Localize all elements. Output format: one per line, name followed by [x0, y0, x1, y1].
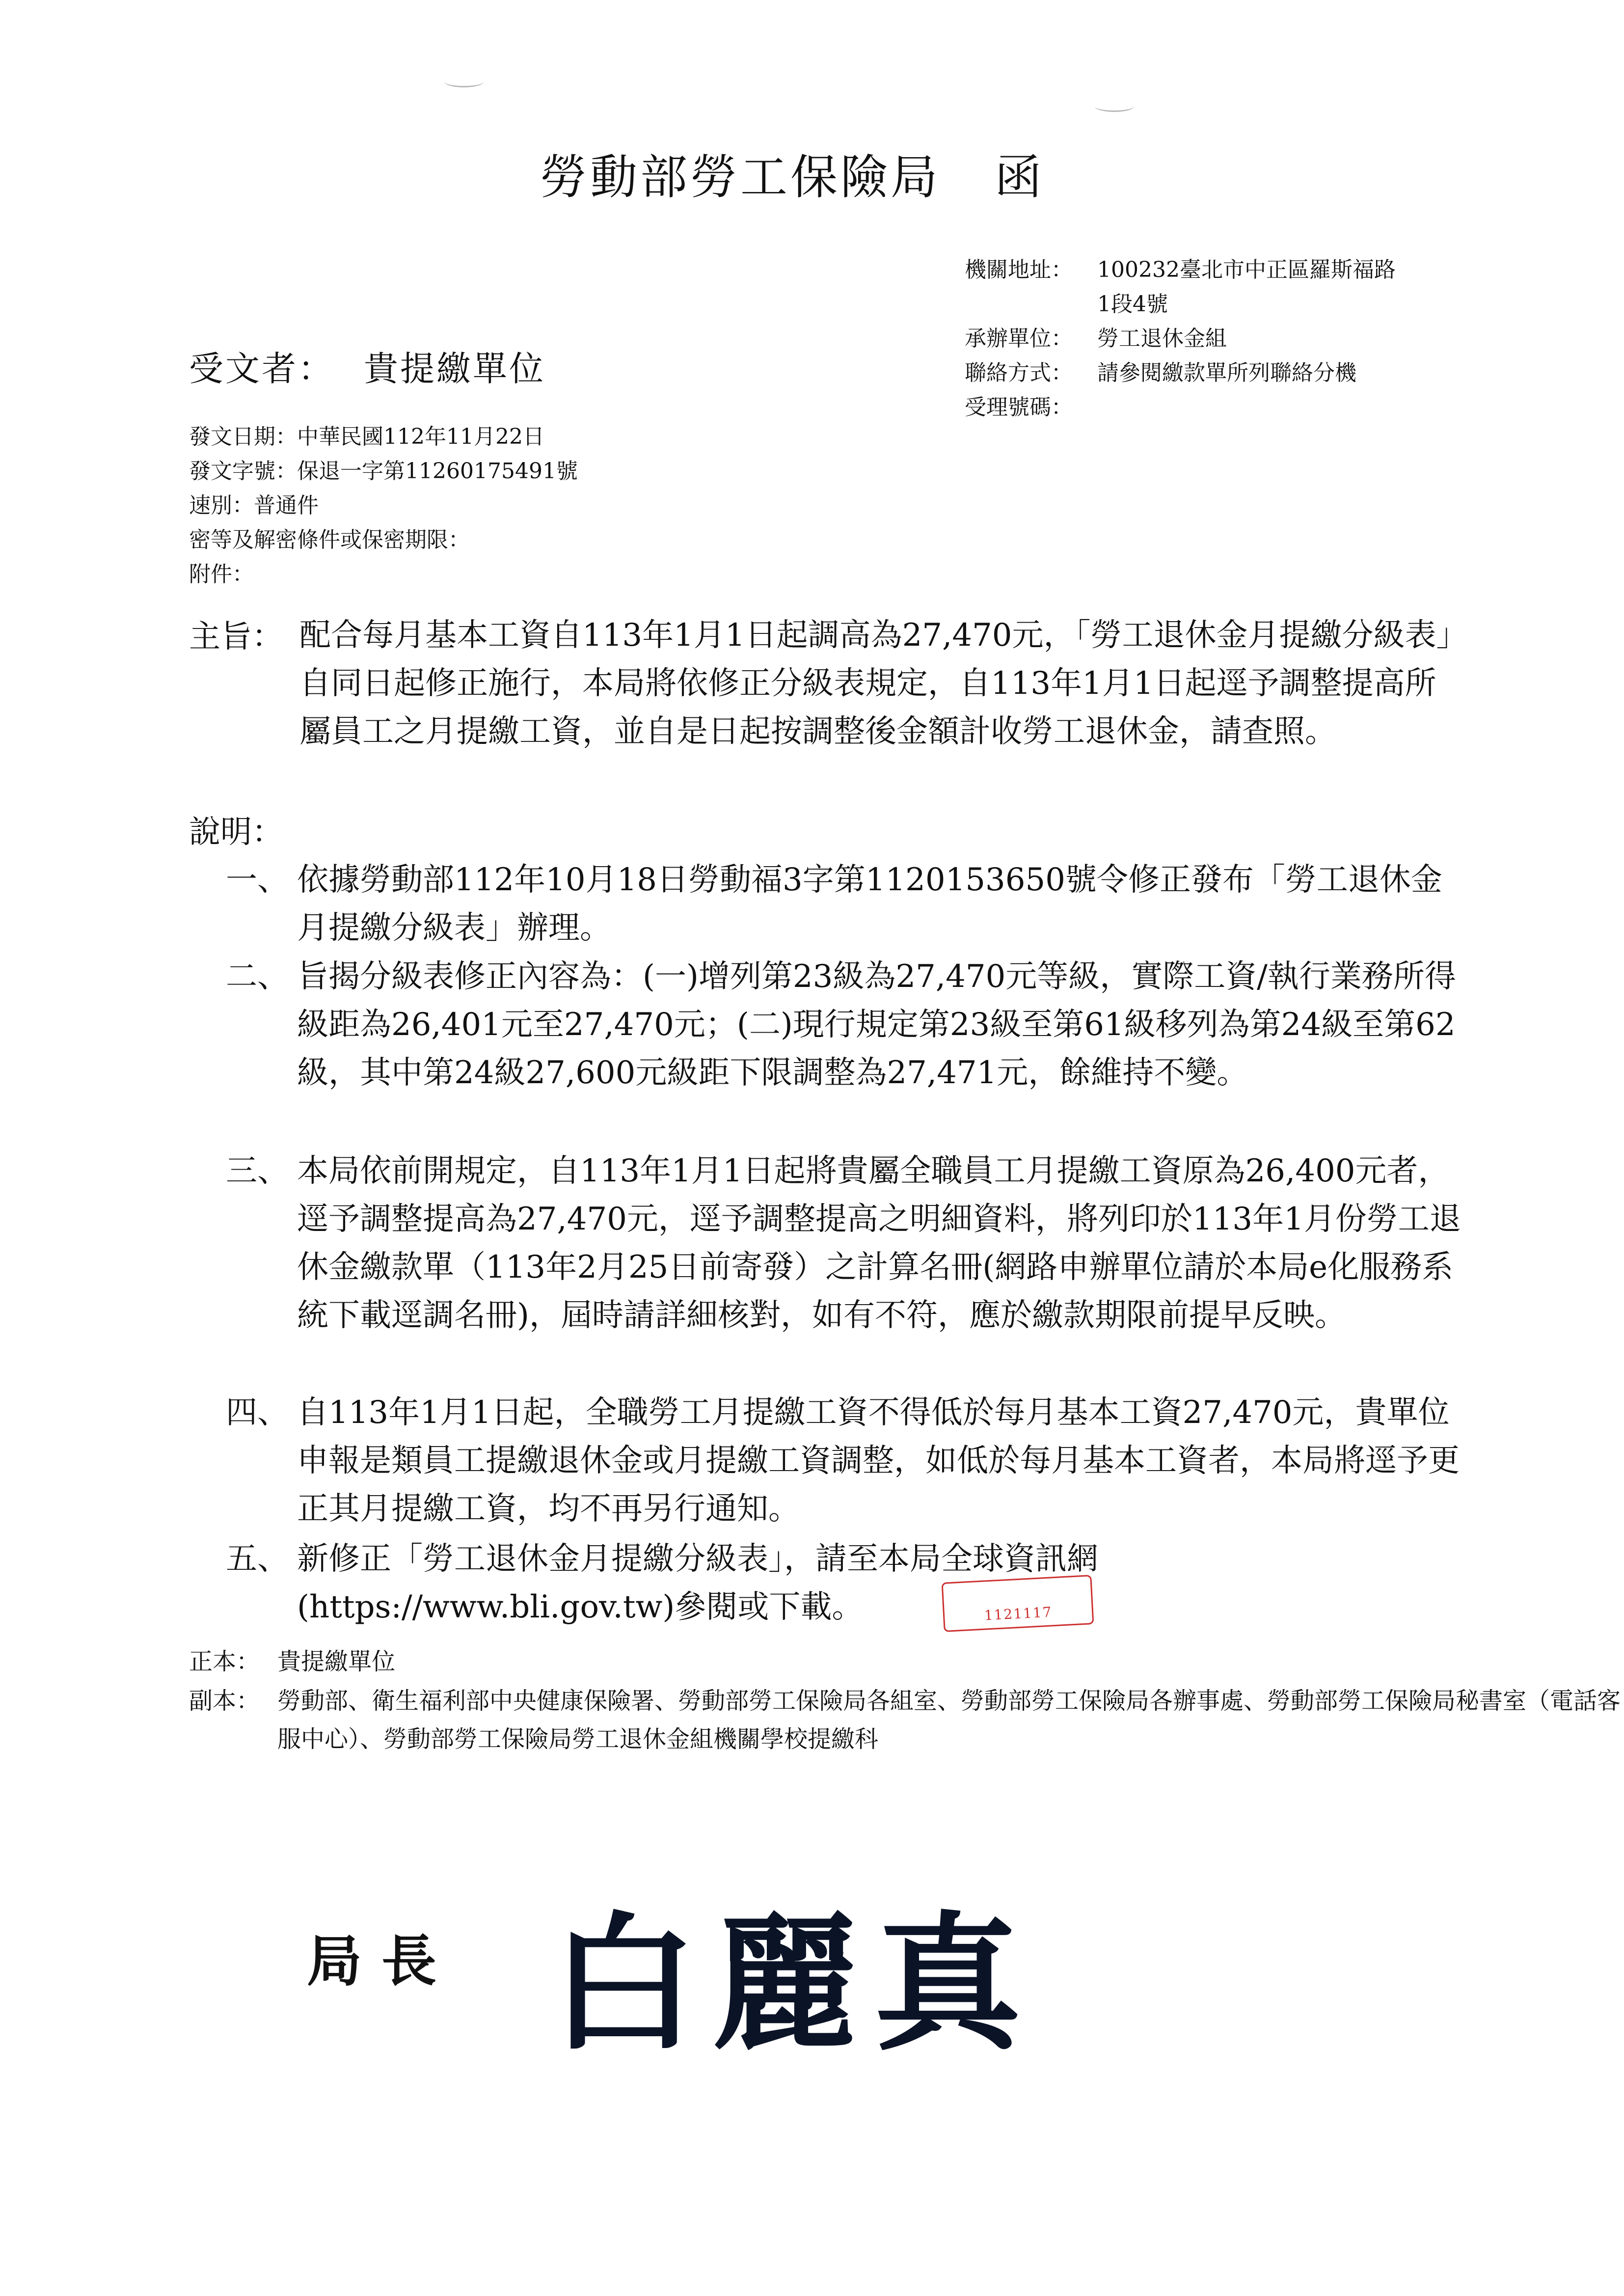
- address-value: 100232臺北市中正區羅斯福路: [1097, 257, 1396, 282]
- recipient: [189, 341, 545, 391]
- speed-class: 速別：普通件: [189, 493, 319, 518]
- director-title: 局長: [307, 1929, 456, 1994]
- agency-address: 機關地址： 100232臺北市中正區羅斯福路 1段4號: [965, 253, 1396, 322]
- agency-name: 勞動部勞工保險局: [540, 150, 941, 205]
- subject-label: 主旨：: [189, 619, 283, 655]
- attachment: 附件：: [189, 562, 254, 587]
- reception-number: 受理號碼：: [965, 395, 1073, 420]
- contact-method: 聯絡方式： 請參閱繳款單所列聯絡分機: [965, 360, 1356, 385]
- recipient-label: 受文者：: [189, 349, 334, 389]
- subject-text: 配合每月基本工資自113年1月1日起調高為27,470元，「勞工退休金月提繳分級表」自同日起修正施行，本局將依修正分級表規定，自113年1月1日起逕予調整提高所屬員工之月提繳工資，並自是日起按調整後金額計收勞工退休金，請查照。: [299, 617, 1452, 750]
- punch-mark-left: [444, 76, 484, 87]
- confidentiality: 密等及解密條件或保密期限：: [189, 527, 470, 552]
- issue-date: 發文日期：中華民國112年11月22日: [189, 424, 544, 449]
- explanation-label: 說明：: [189, 814, 283, 850]
- address-cont: 1段4號: [1097, 292, 1168, 317]
- handling-unit: 承辦單位： 勞工退休金組: [965, 326, 1227, 351]
- document-type: 函: [995, 150, 1045, 205]
- punch-mark-right: [1095, 101, 1134, 112]
- document-title: [540, 140, 1045, 207]
- issue-number: 發文字號：保退一字第11260175491號: [189, 459, 578, 484]
- recipient-value: 貴提繳單位: [364, 349, 545, 389]
- date-stamp: 1121117: [942, 1575, 1094, 1632]
- director-signature: 白麗真: [550, 1897, 1036, 2070]
